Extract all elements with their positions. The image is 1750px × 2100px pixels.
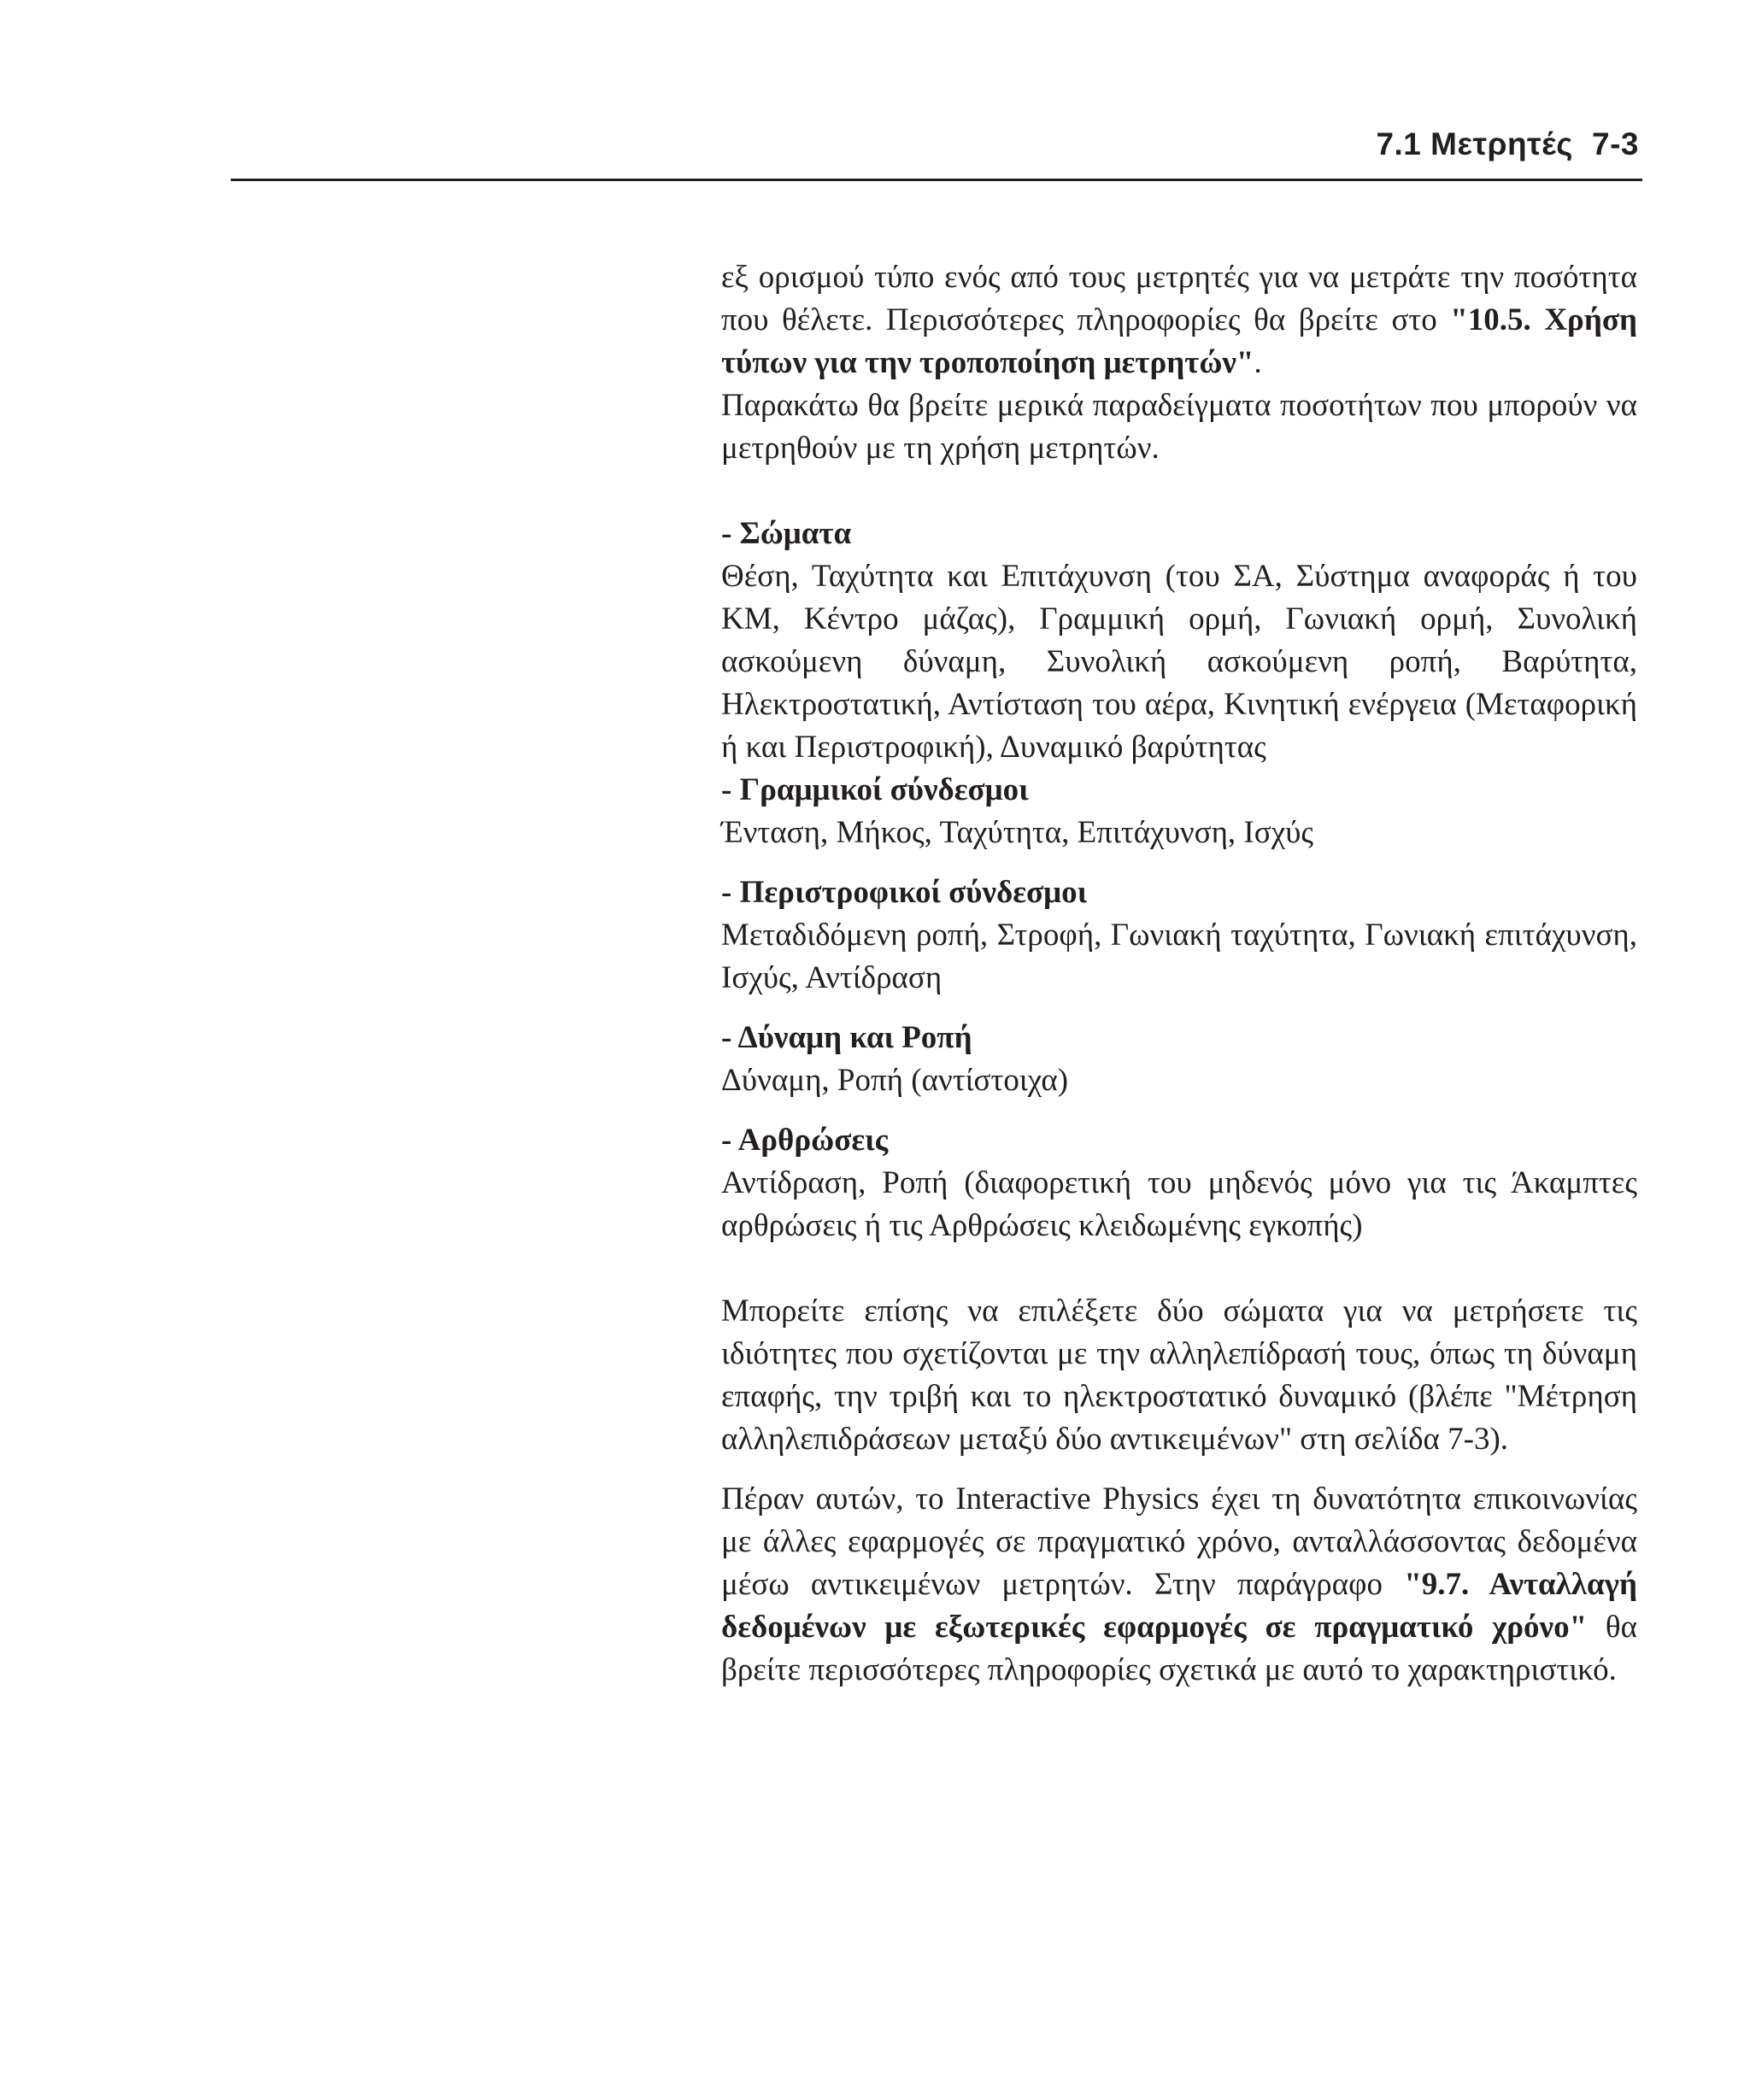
outro-text: Πέραν αυτών, το Interactive Physics έχει τη δυνατότητα επικοινωνίας με άλλες εφαρμογές σε πραγματικό χρόνο, ανταλλάσσοντας δεδομένα μέσω αντικειμένων μετρητών. Στην παράγραφο (721, 1481, 1637, 1602)
page-number: 7-3 (1592, 126, 1639, 161)
section-heading: - Περιστροφικοί σύνδεσμοι (721, 875, 1088, 910)
section-heading: - Αρθρώσεις (721, 1123, 889, 1158)
section-heading: - Γραμμικοί σύνδεσμοι (721, 772, 1029, 807)
outro-paragraph-1: Μπορείτε επίσης να επιλέξετε δύο σώματα για να μετρήσετε τις ιδιότητες που σχετίζονται με την αλληλεπίδρασή τους, όπως τη δύναμη επαφής, την τριβή και το ηλεκτροστατικό δυναμικό (βλέπε "Μέτρηση αλληλεπιδράσεων μεταξύ δύο αντικειμένων" στη σελίδα 7-3). (721, 1293, 1637, 1457)
intro-text: εξ ορισμού τύπο ενός από τους μετρητές για να μετράτε την ποσότητα που θέλετε. Περισσότερες πληροφορίες θα βρείτε στο (721, 260, 1637, 337)
outro-paragraph-2 (721, 1478, 1637, 1692)
section-body: Ένταση, Μήκος, Ταχύτητα, Επιτάχυνση, Ισχύς (721, 815, 1314, 850)
section-title-header: 7.1 Μετρητές (1376, 126, 1574, 161)
header-rule (231, 179, 1642, 181)
section-body: Δύναμη, Ροπή (αντίστοιχα) (721, 1063, 1069, 1098)
section-body: Μεταδιδόμενη ροπή, Στροφή, Γωνιακή ταχύτητα, Γωνιακή επιτάχυνση, Ισχύς, Αντίδραση (721, 918, 1637, 995)
intro-paragraph-2: Παρακάτω θα βρείτε μερικά παραδείγματα ποσοτήτων που μπορούν να μετρηθούν με τη χρήση μετρητών. (721, 388, 1637, 466)
cross-reference: "9.7. Ανταλλαγή δεδομένων με εξωτερικές εφαρμογές σε πραγματικό χρόνο" (721, 1567, 1637, 1645)
page-content (721, 256, 1637, 1692)
section-body: Αντίδραση, Ροπή (διαφορετική του μηδενός μόνο για τις Άκαμπτες αρθρώσεις ή τις Αρθρώσεις κλειδωμένης εγκοπής) (721, 1165, 1637, 1243)
outro-text: θα βρείτε περισσότερες πληροφορίες σχετικά με αυτό το χαρακτηριστικό. (721, 1610, 1638, 1687)
cross-reference: "10.5. Χρήση τύπων για την τροποποίηση μετρητών" (721, 302, 1637, 380)
section-bodies (721, 513, 1637, 1247)
section-heading: - Δύναμη και Ροπή (721, 1020, 972, 1055)
intro-period: . (1254, 345, 1262, 380)
running-head (1376, 126, 1639, 162)
intro-paragraph-1 (721, 256, 1637, 384)
section-heading: - Σώματα (721, 516, 852, 551)
section-body: Θέση, Ταχύτητα και Επιτάχυνση (του ΣΑ, Σύστημα αναφοράς ή του ΚΜ, Κέντρο μάζας), Γραμμική ορμή, Γωνιακή ορμή, Συνολική ασκούμενη δύναμη, Συνολική ασκούμενη ροπή, Βαρύτητα, Ηλεκτροστατική, Αντίσταση του αέρα, Κινητική ενέργεια (Μεταφορική ή και Περιστροφική), Δυναμικό βαρύτητας (721, 559, 1637, 765)
